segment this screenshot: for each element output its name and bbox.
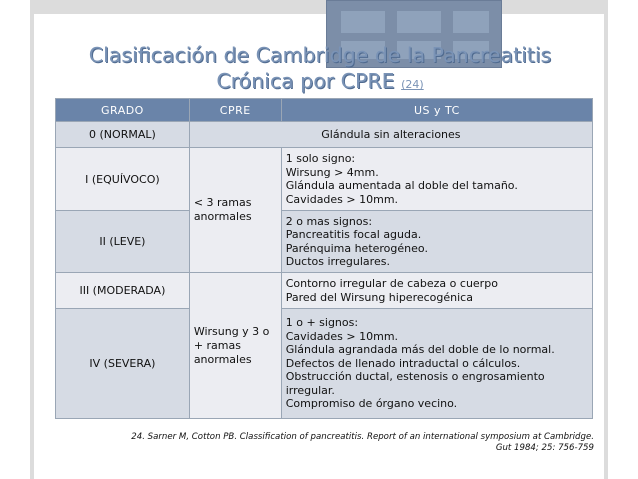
cpre-cell [189,148,281,273]
grade-cell: I (EQUÍVOCO) [56,148,190,211]
us-line: Parénquima heterogéneo. [285,241,428,255]
decorative-tile [341,11,385,33]
us-line: Contorno irregular de cabeza o cuerpo [285,277,498,290]
us-line: 1 o + signos: [285,316,359,330]
us-line: Cavidades > 10mm. [285,329,399,343]
table-row [56,122,593,148]
table-header-row [56,99,593,122]
us-line: Defectos de llenado intraductal o cálculos. [285,356,521,370]
grade-cell: III (MODERADA) [56,273,190,309]
header-cpre: CPRE [189,99,281,122]
table-row [56,273,593,309]
cpre-line: anormales [193,210,252,223]
decorative-tile [453,11,489,33]
cpre-line: Wirsung y 3 o [193,324,270,338]
us-line: Ductos irregulares. [285,255,390,268]
cpre-line: + ramas [193,338,241,352]
grade-cell: II (LEVE) [56,211,190,273]
grade-cell: 0 (NORMAL) [56,122,190,148]
us-line: 1 solo signo: [285,152,356,165]
slide-title [40,42,600,98]
us-line: Pancreatitis focal aguda. [285,228,422,241]
us-line: irregular. [285,383,335,397]
title-line-2-text: Crónica por CPRE [216,69,395,93]
merged-finding-cell: Glándula sin alteraciones [189,122,592,148]
us-line: Cavidades > 10mm. [285,192,399,206]
table-row [56,211,593,273]
us-line: Wirsung > 4mm. [285,165,379,179]
title-reference: (24) [401,78,424,91]
us-line: Glándula aumentada al doble del tamaño. [285,179,518,192]
us-line: Compromiso de órgano vecino. [285,397,458,411]
footnote-citation [80,432,594,454]
us-line: Glándula agrandada más del doble de lo normal. [285,343,555,357]
classification-table [55,98,593,419]
grade-cell: IV (SEVERA) [56,309,190,419]
decorative-tile [397,11,441,33]
table-row [56,148,593,211]
us-line: Pared del Wirsung hiperecogénica [285,290,473,304]
cpre-line: anormales [193,352,252,366]
us-line: 2 o mas signos: [285,214,373,228]
us-tc-cell [281,309,592,419]
title-line-1: Clasificación de Cambridge de la Pancreatitis [88,43,552,67]
header-grado: GRADO [56,99,190,122]
footnote-line-1: 24. Sarner M, Cotton PB. Classification of pancreatitis. Report of an international symposium at Cambridge. [131,432,594,442]
cpre-cell [189,273,281,419]
us-tc-cell [281,148,592,211]
cpre-line: < 3 ramas [193,196,252,209]
us-line: Obstrucción ductal, estenosis o engrosamiento [285,370,545,384]
header-us-tc: US y TC [281,99,592,122]
title-line-2 [40,68,600,98]
table-row [56,309,593,419]
us-tc-cell [281,273,592,309]
us-tc-cell [281,211,592,273]
footnote-line-2: Gut 1984; 25: 756-759 [495,443,594,453]
